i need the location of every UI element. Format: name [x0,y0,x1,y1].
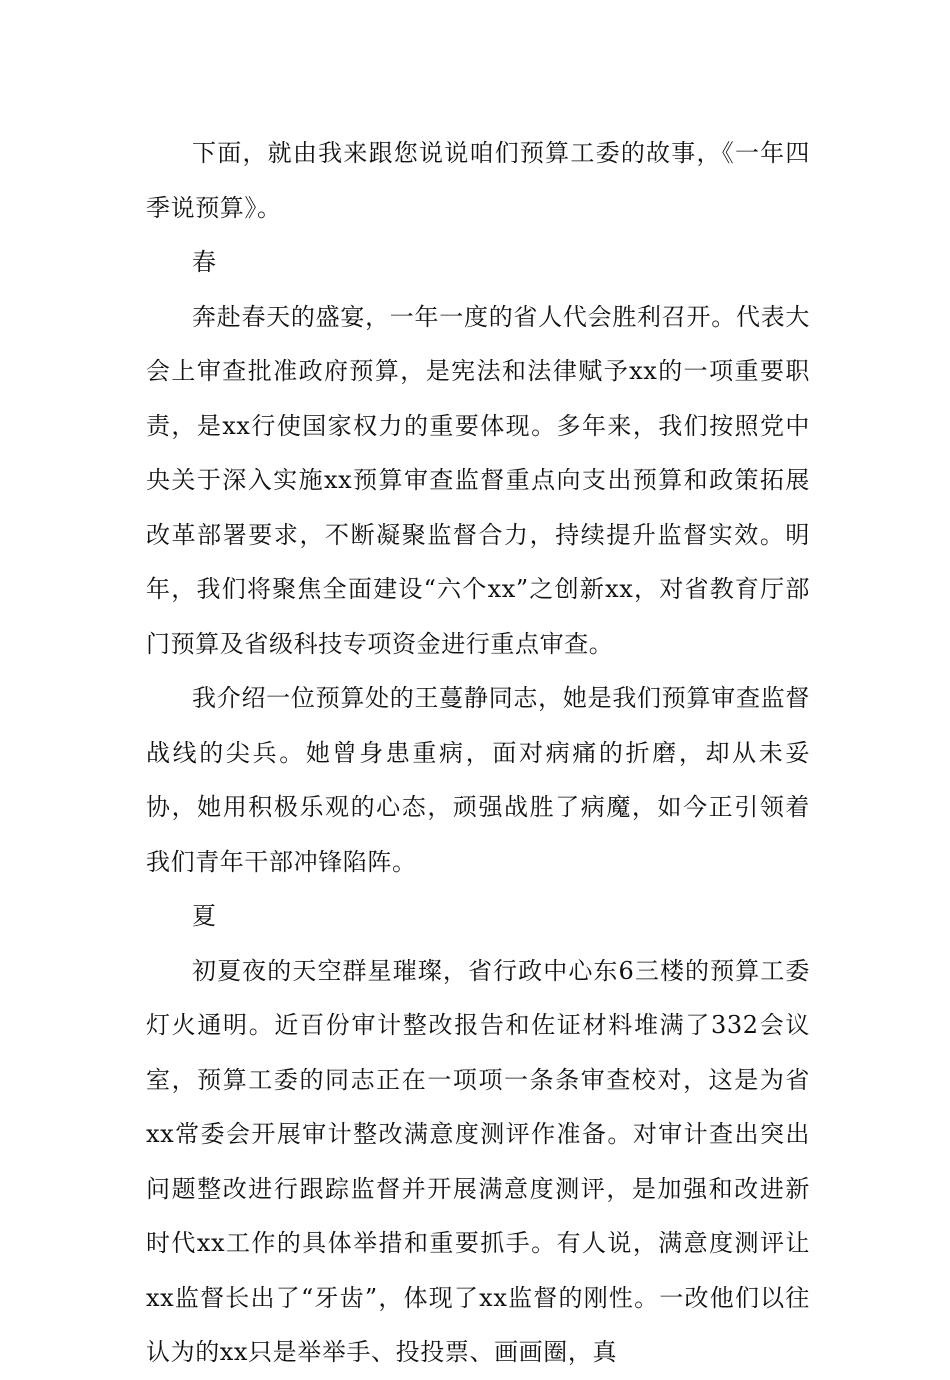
paragraph-intro: 下面，就由我来跟您说说咱们预算工委的故事，《一年四季说预算》。 [146,139,810,222]
section-heading-summer: 夏 [192,902,217,930]
document-body [146,126,810,1380]
paragraph-summer-1: 初夏夜的天空群星璀璨，省行政中心东6三楼的预算工委灯火通明。近百份审计整改报告和佐证材料堆满了332会议室，预算工委的同志正在一项项一条条审查校对，这是为省xx常委会开展审计整改满意度测评作准备。对审计查出突出问题整改进行跟踪监督并开展满意度测评，是加强和改进新时代xx工作的具体举措和重要抓手。有人说，满意度测评让xx监督长出了“牙齿”，体现了xx监督的刚性。一改他们以往认为的xx只是举举手、投投票、画画圈，真 [146,956,810,1366]
paragraph-spring-1: 奔赴春天的盛宴，一年一度的省人代会胜利召开。代表大会上审查批准政府预算，是宪法和法律赋予xx的一项重要职责，是xx行使国家权力的重要体现。多年来，我们按照党中央关于深入实施xx预算审查监督重点向支出预算和政策拓展改革部署要求，不断凝聚监督合力，持续提升监督实效。明年，我们将聚焦全面建设“六个xx”之创新xx，对省教育厅部门预算及省级科技专项资金进行重点审查。 [146,302,810,658]
paragraph-spring-2: 我介绍一位预算处的王蔓静同志，她是我们预算审查监督战线的尖兵。她曾身患重病，面对病痛的折磨，却从未妥协，她用积极乐观的心态，顽强战胜了病魔，如今正引领着我们青年干部冲锋陷阵。 [146,684,810,876]
section-heading-spring: 春 [192,248,217,276]
